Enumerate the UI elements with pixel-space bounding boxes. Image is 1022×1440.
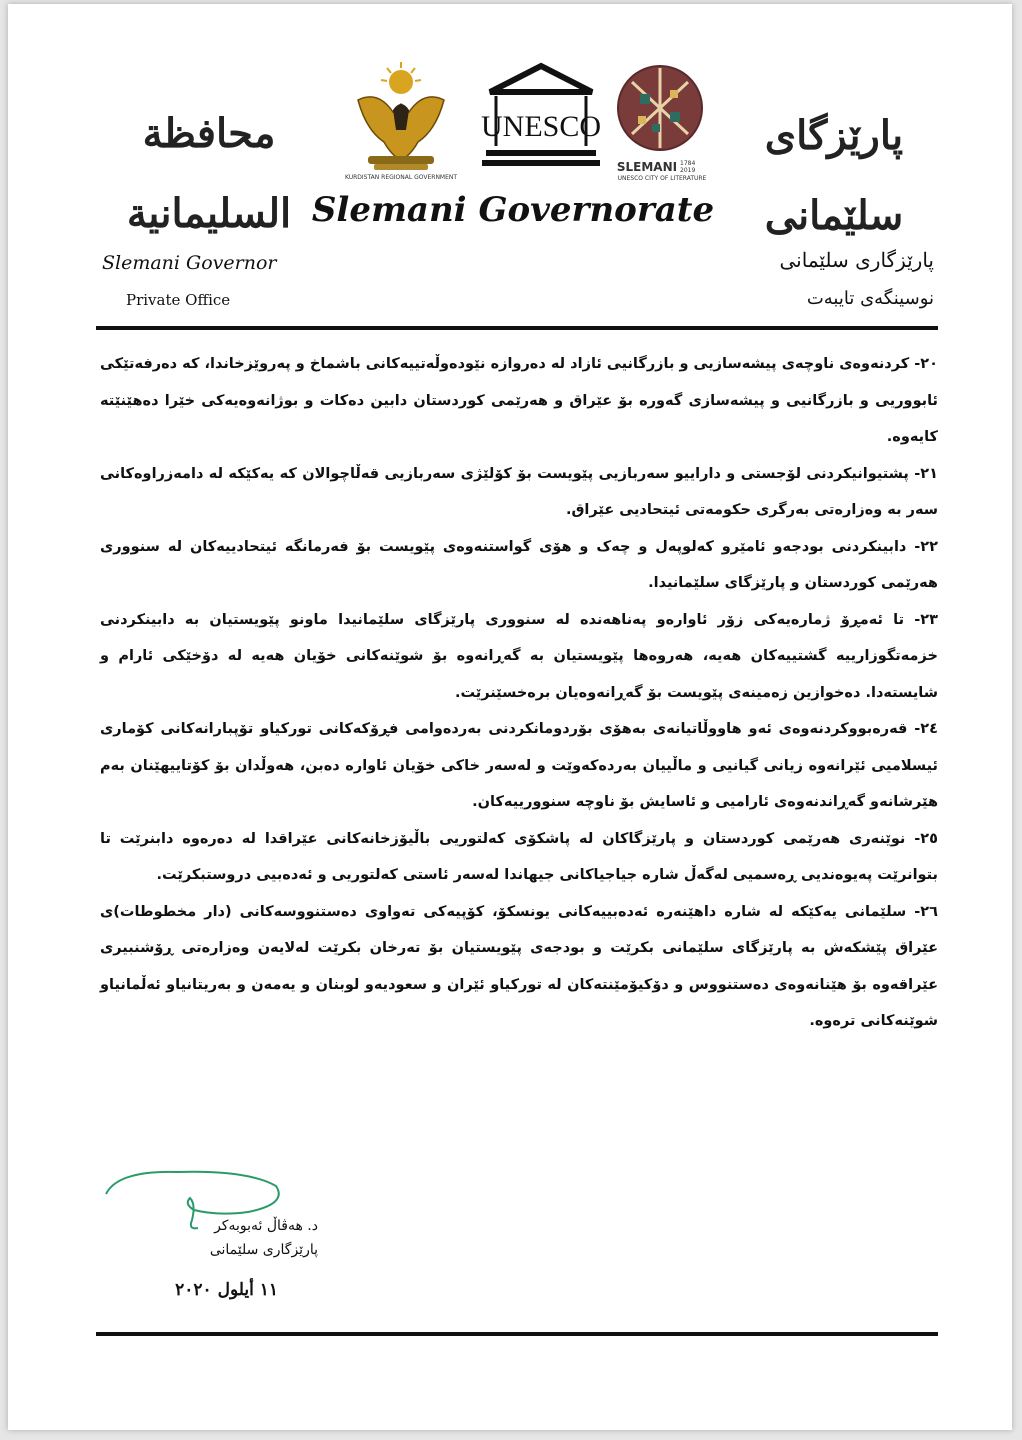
emblem-caption: KURDISTAN REGIONAL GOVERNMENT bbox=[344, 174, 458, 181]
document-page bbox=[8, 4, 1012, 1430]
slemani-year-founded: 1784 bbox=[680, 160, 696, 167]
header-divider bbox=[96, 326, 938, 330]
unesco-logo-icon bbox=[478, 62, 604, 172]
slemani-year-designated: 2019 bbox=[680, 167, 696, 174]
sulaymaniyah-governorate-calligraphy-logo: محافظة السليمانية bbox=[126, 110, 292, 237]
item-21: ٢١- پشتیوانیکردنی لۆجستی و داراییو سەربازیی پێویست بۆ کۆلێژی سەربازیی قەڵاچوالان کە یەکێکە لە دامەزراوەکانی سەر بە وەزارەتی بەرگری حکومەتی ئیتحادیی عێراق. bbox=[100, 465, 938, 518]
item-24: ٢٤- قەرەبووکردنەوەی ئەو هاووڵاتیانەی بەهۆی بۆردومانکردنی بەردەوامی فڕۆکەکانی تورکیاو تۆپبارانەکانی کۆماری ئیسلامیی ئێرانەوە زیانی گیانیی و ماڵییان بەردەکەوێت و لەسەر خاکی خۆیان ئاوارە دەبن، هەوڵدان بۆ کۆتاییهێنان بەم هێرشانەو گەڕاندنەوەی ئارامیی و ئاسایش بۆ ناوچە سنوورییەکان. bbox=[100, 721, 938, 810]
item-25: ٢٥- نوێنەری هەرێمی کوردستان و پارێزگاکان لە پاشکۆی کەلتوریی باڵیۆزخانەکانی عێراقدا لە دەرەوە دابنرێت تا بتوانرێت پەیوەندیی ڕەسمیی لەگەڵ شارە جیاجیاکانی جیهاندا لەسەر ئاستی کەلتوریی و ئەدەبیی دروستبکرێت. bbox=[100, 830, 938, 883]
governor-title-en: Slemani Governor bbox=[102, 252, 277, 274]
krg-emblem-icon bbox=[338, 60, 464, 180]
unesco-text: UNESCO bbox=[480, 110, 602, 143]
private-office-en: Private Office bbox=[126, 291, 231, 309]
signatory-title: پارێزگاری سلێمانی bbox=[209, 1242, 318, 1258]
item-23: ٢٣- تا ئەمڕۆ ژمارەیەکی زۆر ئاوارەو پەناهەندە لە سنووری پارێزگای سلێمانیدا ماونو پێویستیان بە دابینکردنی خزمەتگوزارییە گشتییەکان هەیە، هەروەها پێویستیان بە گەڕانەوە بۆ شوێنەکانی خۆیان هەیە لە دۆخێکی ئارام و شایستەدا. دەخوازین زەمینەی پێویست بۆ گەڕانەوەیان برەخسێنرێت. bbox=[100, 611, 938, 701]
letter-date: ١١ أيلول ٢٠٢٠ bbox=[175, 1280, 278, 1300]
letter-body bbox=[100, 346, 938, 1040]
private-office-ku: نوسینگەی تایبەت bbox=[806, 288, 934, 309]
slemani-city-of-literature-logo-icon bbox=[612, 62, 708, 162]
slemani-logo-years bbox=[680, 160, 708, 174]
item-20: ٢٠- کردنەوەی ناوچەی پیشەسازیی و بازرگانیی ئازاد لە دەروازە نێودەوڵەتییەکانی باشماخ و پەروێزخاندا، کە دەرفەتێکی ئابووریی و بازرگانیی و پیشەسازی گەورە بۆ عێراق و هەرێمی کوردستان دابین دەکات و بوژانەوەیەکی خێرا دەهێنێتە کایەوە. bbox=[100, 356, 938, 445]
slemani-logo-subtitle: UNESCO CITY OF LITERATURE bbox=[617, 175, 707, 182]
slemani-logo-text: SLEMANI bbox=[616, 160, 678, 174]
slemani-governorate-calligraphy-logo: پارێزگای سلێمانی bbox=[764, 112, 904, 239]
item-26: ٢٦- سلێمانی یەکێکە لە شارە داهێنەرە ئەدەبییەکانی یونسکۆ، کۆپیەکی تەواوی دەستنووسەکانی (دار مخطوطات)ی عێراق پێشکەش بە پارێزگای سلێمانی بکرێت و بودجەی پێویستیان بۆ تەرخان بکرێت لەلایەن وەزارەتی ڕۆشنبیری عێراقەوە بۆ هێنانەوەی دەستنووس و دۆکیۆمێنتەکان لە تورکیاو ئێران و سعودیەو لوبنان و یەمەن و بەریتانیاو ئەڵمانیاو شوێنەکانی ترەوە. bbox=[100, 903, 938, 1029]
governorate-title: Slemani Governorate bbox=[311, 190, 715, 230]
signatory-name: د. هەڤاڵ ئەبوبەکر bbox=[214, 1218, 318, 1234]
footer-divider bbox=[96, 1332, 938, 1336]
item-22: ٢٢- دابینکردنی بودجەو ئامێرو کەلوپەل و چەک و هۆی گواستنەوەی پێویست بۆ فەرمانگە ئیتحادییەکان لە سنووری هەرێمی کوردستان و پارێزگای سلێمانیدا. bbox=[100, 538, 938, 591]
governor-title-ku: پارێزگاری سلێمانی bbox=[779, 248, 934, 272]
